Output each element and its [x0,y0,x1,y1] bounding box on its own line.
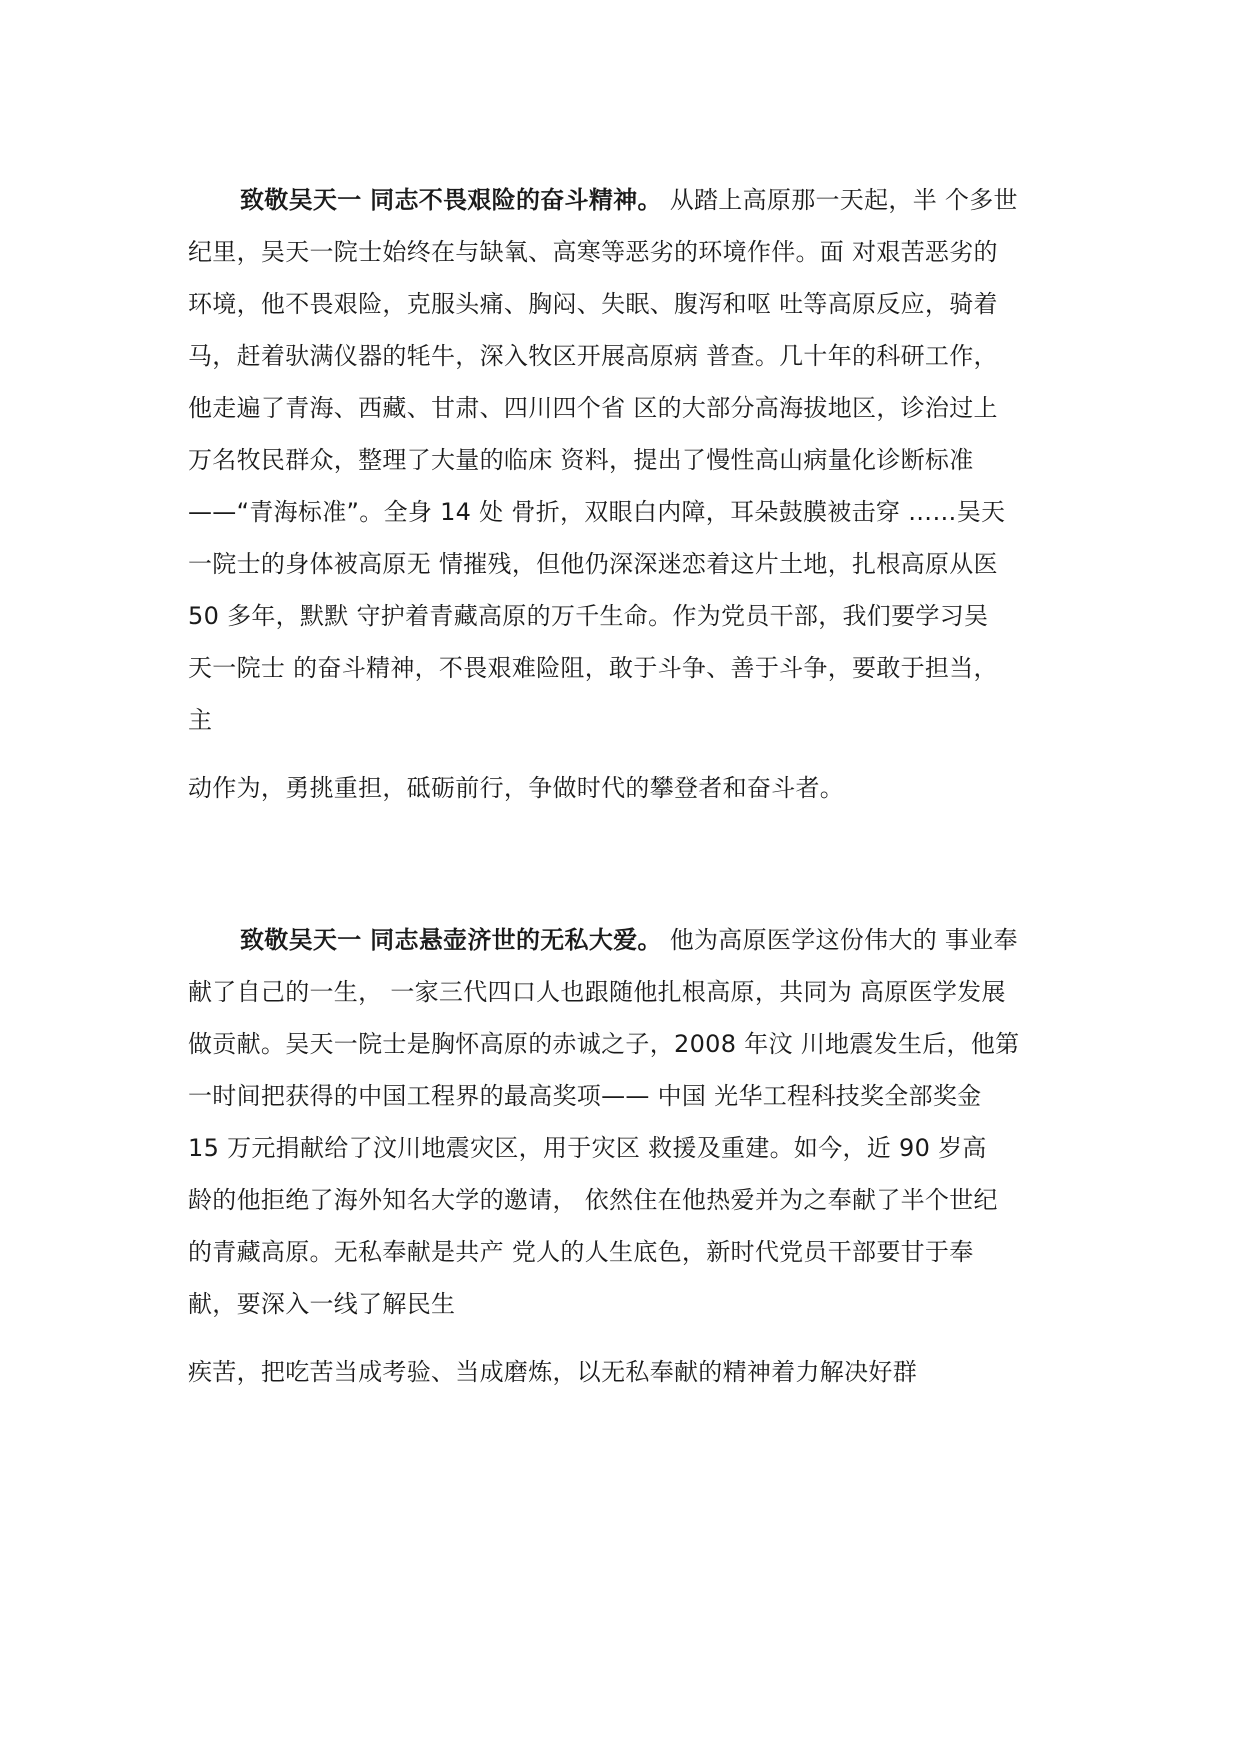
paragraph-1-line-10: 天一院士 的奋斗精神，不畏艰难险阻，敢于斗争、善于斗争，要敢于担当， [188,654,998,682]
paragraph-1-line-11: 主 [188,706,213,734]
paragraph-2-line-5: 15 万元捐献给了汶川地震灾区，用于灾区 救援及重建。如今，近 90 岁高 [188,1134,987,1162]
paragraph-1-line-9: 50 多年，默默 守护着青藏高原的万千生命。作为党员干部，我们要学习吴 [188,602,989,630]
paragraph-1-line-3: 环境，他不畏艰险，克服头痛、胸闷、失眠、腹泻和呕 吐等高原反应，骑着 [188,290,998,318]
paragraph-2-line-1 [240,924,1018,956]
paragraph-2-line-9: 疾苦，把吃苦当成考验、当成磨炼，以无私奉献的精神着力解决好群 [188,1358,917,1386]
paragraph-2-line-8: 献，要深入一线了解民生 [188,1290,456,1318]
paragraph-1-line-4: 马，赶着驮满仪器的牦牛，深入牧区开展高原病 普查。几十年的科研工作， [188,342,998,370]
paragraph-2-text: 他为高原医学这份伟大的 事业奉 [661,926,1018,954]
paragraph-1-line-8: 一院士的身体被高原无 情摧残，但他仍深深迷恋着这片土地，扎根高原从医 [188,550,998,578]
paragraph-1-line-12: 动作为，勇挑重担，砥砺前行，争做时代的攀登者和奋斗者。 [188,774,845,802]
paragraph-2-lead: 致敬吴天一 同志悬壶济世的无私大爱。 [240,926,662,954]
paragraph-1-lead: 致敬吴天一 同志不畏艰险的奋斗精神。 [240,186,662,214]
paragraph-1-text: 从踏上高原那一天起，半 个多世 [661,186,1018,214]
paragraph-1-line-7: ——“青海标准”。全身 14 处 骨折，双眼白内障，耳朵鼓膜被击穿 ……吴天 [188,498,1006,526]
paragraph-1-line-1 [240,184,1018,216]
paragraph-2-line-2: 献了自己的一生， 一家三代四口人也跟随他扎根高原，共同为 高原医学发展 [188,978,1006,1006]
paragraph-2-line-4: 一时间把获得的中国工程界的最高奖项—— 中国 光华工程科技奖全部奖金 [188,1082,982,1110]
paragraph-2-line-6: 龄的他拒绝了海外知名大学的邀请， 依然住在他热爱并为之奉献了半个世纪 [188,1186,998,1214]
paragraph-1-line-2: 纪里，吴天一院士始终在与缺氧、高寒等恶劣的环境作伴。面 对艰苦恶劣的 [188,238,998,266]
paragraph-2-line-3: 做贡献。吴天一院士是胸怀高原的赤诚之子，2008 年汶 川地震发生后，他第 [188,1030,1020,1058]
paragraph-2-line-7: 的青藏高原。无私奉献是共产 党人的人生底色，新时代党员干部要甘于奉 [188,1238,974,1266]
paragraph-1-line-6: 万名牧民群众，整理了大量的临床 资料，提出了慢性高山病量化诊断标准 [188,446,974,474]
paragraph-1-line-5: 他走遍了青海、西藏、甘肃、四川四个省 区的大部分高海拔地区，诊治过上 [188,394,998,422]
